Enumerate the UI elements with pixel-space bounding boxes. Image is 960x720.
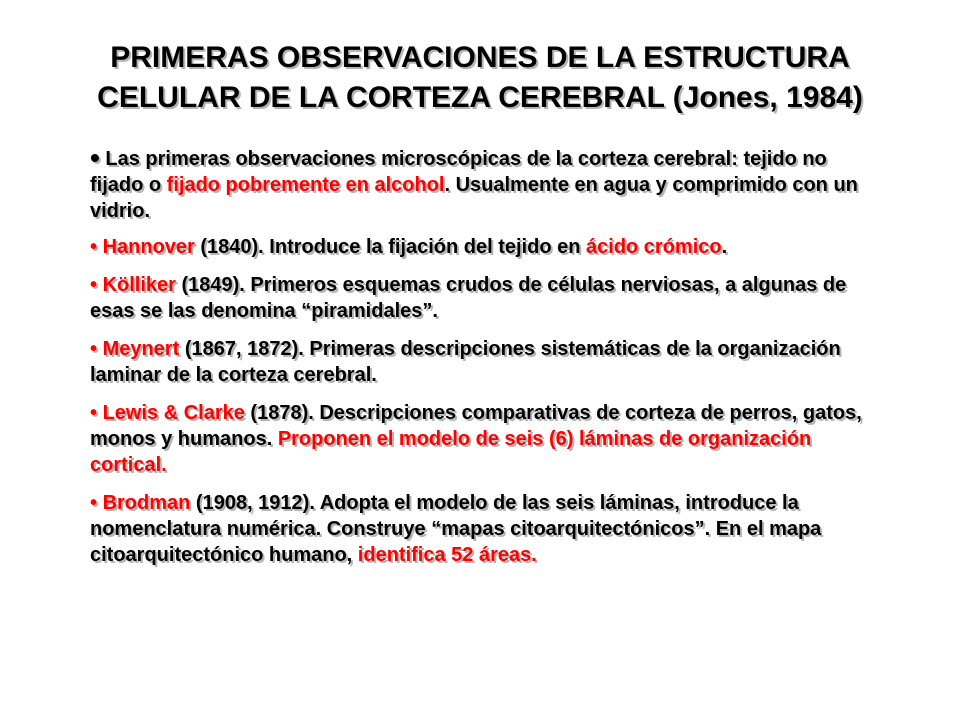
text-segment: (1849). Primeros esquemas crudos de células nerviosas, a algunas de esas se las denomina “piramidales”. [90,274,847,322]
text-segment-highlight: Kölliker [102,274,176,296]
text-segment-bullet: • [90,236,103,258]
text-segment-highlight: Hannover [102,236,195,258]
text-segment-bullet: • [90,402,103,424]
bullet-paragraph-1 [90,142,870,224]
text-segment-bullet: • [90,274,103,296]
title-line-1: PRIMERAS OBSERVACIONES DE LA ESTRUCTURA [110,41,850,74]
bullet-paragraph-2 [90,234,870,260]
text-segment: (1867, 1872). Primeras descripciones sistemáticas de la organización laminar de la corteza cerebral. [90,338,841,386]
bullet-paragraph-5 [90,400,870,478]
bullet-paragraph-3 [90,272,870,324]
bullet-list [90,142,870,580]
text-segment-highlight: Proponen el modelo de seis (6) láminas de organización cortical. [90,428,812,476]
text-segment: Las primeras observaciones microscópicas de la corteza cerebral: tejido no fijado o [90,148,827,196]
text-segment: (1908, 1912). Adopta el modelo de las seis láminas, introduce la nomenclatura numérica. Construye “mapas citoarquitectónicos”. En el mapa citoarquitectónico humano, [90,492,822,566]
text-segment: . [721,236,728,258]
text-segment: (1878). Descripciones comparativas de corteza de perros, gatos, monos y humanos. [90,402,862,450]
text-segment: . Usualmente en agua y comprimido con un vidrio. [90,174,858,222]
text-segment-highlight: Brodman [102,492,191,514]
slide-title [40,38,920,118]
text-segment-highlight: fijado pobremente en alcohol [166,174,445,196]
text-segment: (1840). Introduce la fijación del tejido en [194,236,587,258]
bullet-paragraph-6 [90,490,870,568]
text-segment-bullet: • [90,338,103,360]
text-segment-highlight: ácido crómico [586,236,722,258]
text-segment-highlight: Lewis & Clarke [102,402,245,424]
bullet-paragraph-4 [90,336,870,388]
text-segment-bullet: • [90,492,103,514]
title-line-2: CELULAR DE LA CORTEZA CEREBRAL (Jones, 1984) [97,81,863,114]
text-segment-highlight: Meynert [102,338,180,360]
text-segment-highlight: identifica 52 áreas. [357,544,537,566]
bullet-marker: • [90,142,100,173]
